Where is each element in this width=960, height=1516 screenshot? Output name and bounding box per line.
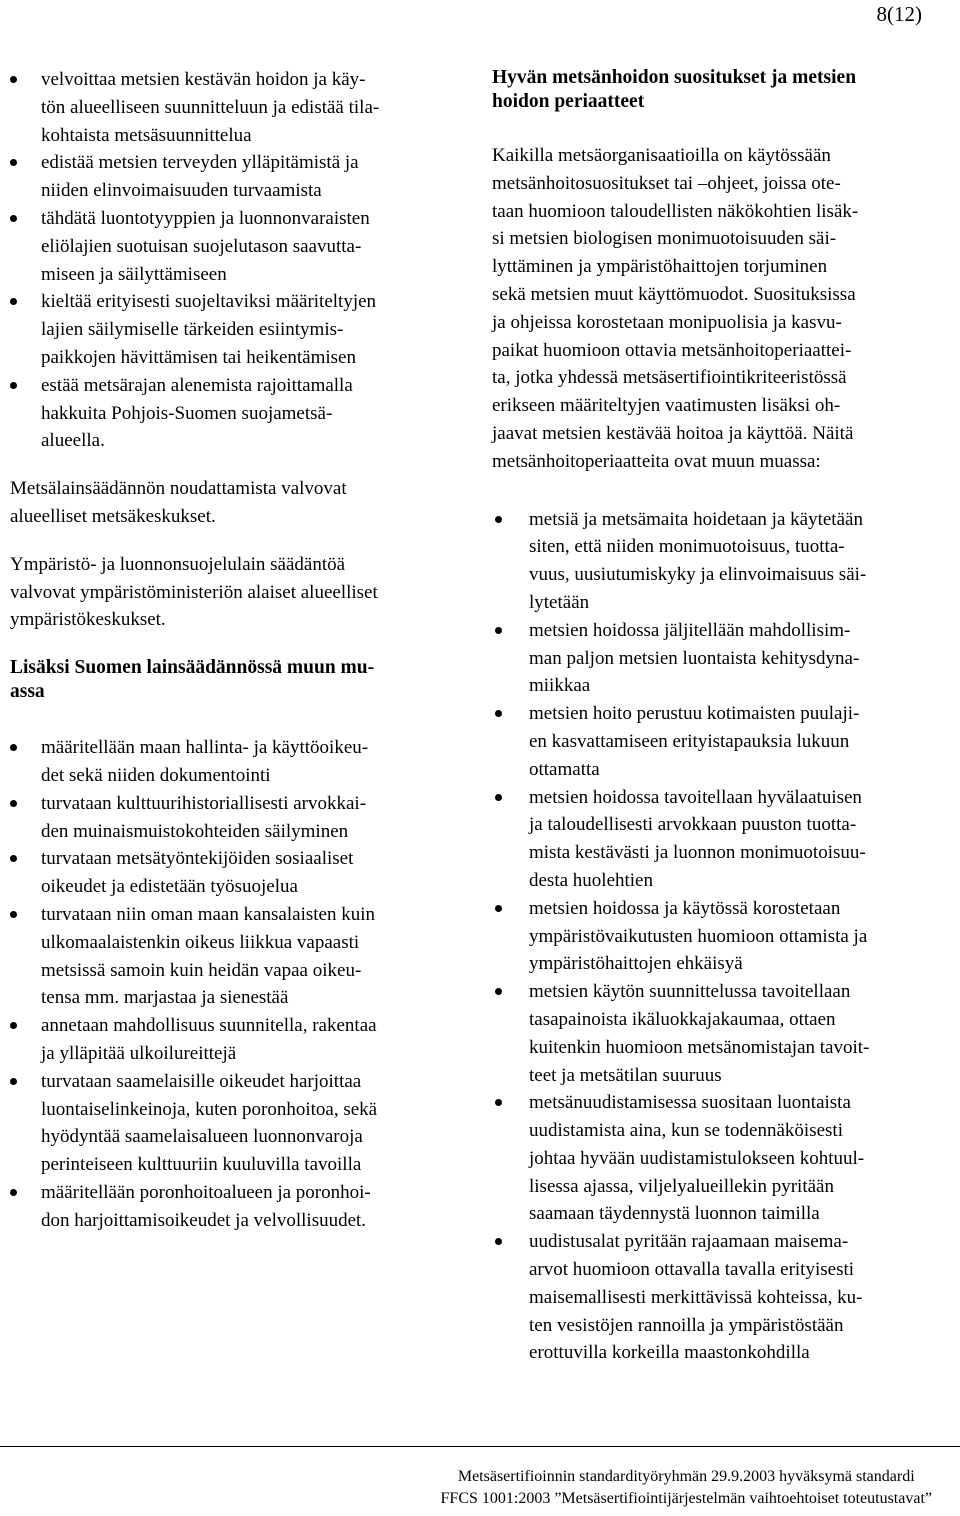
text-line: ympäristökeskukset. [10, 609, 166, 631]
text-line: turvataan kulttuurihistoriallisesti arvokkai- [41, 792, 367, 814]
text-line: paikkojen hävittämisen tai heikentämisen [41, 346, 356, 368]
text-line: tähdätä luontotyyppien ja luonnonvaraisten [41, 207, 370, 229]
bullet-icon [495, 1099, 502, 1106]
text-line: metsänhoitosuositukset tai –ohjeet, joissa ote- [492, 172, 841, 194]
text-line: don harjoittamisoikeudet ja velvollisuudet. [41, 1209, 367, 1231]
text-line: kieltää erityisesti suojeltaviksi määriteltyjen [41, 291, 377, 313]
bullet-icon [495, 905, 502, 912]
text-line: assa [10, 681, 45, 703]
text-line: alueelliset metsäkeskukset. [10, 505, 216, 527]
text-line: saamaan täydennystä luonnon taimilla [529, 1203, 820, 1225]
bullet-icon [10, 800, 17, 807]
list-item [10, 845, 472, 901]
list-item [10, 734, 472, 790]
text-line: teet ja metsätilan suuruus [529, 1064, 722, 1086]
text-line: metsien hoidossa jäljitellään mahdollisim- [529, 619, 851, 641]
text-line: lisessa ajassa, viljelyalueillekin pyritään [529, 1175, 834, 1197]
list-item [10, 66, 472, 149]
text-line: ta, jotka yhdessä metsäsertifiointikriteeristössä [492, 367, 847, 389]
text-line: lajien säilymiselle tärkeiden esiintymis- [41, 319, 344, 341]
text-line: arvot huomioon ottavalla tavalla erityisesti [529, 1259, 855, 1281]
text-line: jaavat metsien kestävää hoitoa ja käyttöä. Näitä [492, 422, 854, 444]
text-line: kohtaista metsäsuunnittelua [41, 124, 252, 146]
section-heading [492, 66, 960, 114]
text-line: ja ylläpitää ulkoilureittejä [41, 1042, 237, 1064]
list-item [10, 1012, 472, 1068]
text-line: miseen ja säilyttämiseen [41, 263, 227, 285]
text-line: Metsälainsäädännön noudattamista valvovat [10, 478, 347, 500]
text-line: metsien hoidossa ja käytössä korostetaan [529, 897, 841, 919]
text-line: ympäristöhaittojen ehkäisyä [529, 953, 743, 975]
text-line: eliölajien suotuisan suojelutason saavutta- [41, 235, 362, 257]
text-line: si metsien biologisen monimuotoisuuden säi- [492, 228, 837, 250]
list-item [492, 978, 960, 1089]
bullet-icon [10, 76, 17, 83]
text-line: Hyvän metsänhoidon suositukset ja metsien [492, 67, 857, 88]
text-line: mista kestävästi ja luonnon monimuotoisuu- [529, 842, 866, 864]
bullet-icon [495, 1238, 502, 1245]
text-line: perinteiseen kulttuuriin kuuluvilla tavoilla [41, 1154, 362, 1176]
text-line: Lisäksi Suomen lainsäädännössä muun mu- [10, 657, 375, 679]
text-line: miikkaa [529, 675, 591, 697]
bullet-icon [495, 988, 502, 995]
text-line: tensa mm. marjastaa ja sienestää [41, 987, 289, 1009]
bullet-icon [10, 855, 17, 862]
text-line: metsissä samoin kuin heidän vapaa oikeu- [41, 959, 362, 981]
bullet-icon [10, 744, 17, 751]
principles-list [492, 506, 960, 1368]
left-column [10, 66, 472, 1234]
bullet-icon [10, 159, 17, 166]
obligations-list [10, 66, 472, 455]
text-line: det sekä niiden dokumentointi [41, 764, 271, 786]
text-line: sekä metsien muut käyttömuodot. Suosituksissa [492, 283, 856, 305]
text-line: desta huolehtien [529, 869, 653, 891]
bullet-icon [10, 1022, 17, 1029]
bullet-icon [495, 516, 502, 523]
text-line: uudistamista aina, kun se todennäköisesti [529, 1120, 843, 1142]
text-line: metsiä ja metsämaita hoidetaan ja käytetään [529, 508, 863, 530]
footer-line: Metsäsertifioinnin standardityöryhmän 29.9.2003 hyväksymä standardi [457, 1468, 915, 1485]
text-line: hyödyntää saamelaisalueen luonnonvaroja [41, 1126, 363, 1148]
text-line: den muinaismuistokohteiden säilyminen [41, 820, 349, 842]
text-line: määritellään poronhoitoalueen ja poronhoi- [41, 1181, 371, 1203]
text-line: turvataan niin oman maan kansalaisten kuin [41, 903, 375, 925]
section-heading [10, 656, 472, 704]
text-line: alueella. [41, 430, 105, 452]
page-footer [441, 1466, 932, 1510]
page-number: 8(12) [876, 2, 922, 26]
list-item [492, 895, 960, 978]
bullet-icon [10, 1078, 17, 1085]
text-line: erikseen määriteltyjen vaatimusten lisäksi oh- [492, 395, 841, 417]
list-item [10, 790, 472, 846]
list-item [492, 1089, 960, 1228]
bullet-icon [10, 1189, 17, 1196]
bullet-icon [10, 911, 17, 918]
paragraph [10, 551, 472, 634]
list-item [10, 1179, 472, 1235]
text-line: turvataan metsätyöntekijöiden sosiaaliset [41, 848, 354, 870]
list-item [10, 149, 472, 205]
list-item [10, 1068, 472, 1179]
text-line: lyttäminen ja ympäristöhaittojen torjuminen [492, 256, 828, 278]
text-line: oikeudet ja edistetään työsuojelua [41, 876, 298, 898]
text-line: johtaa hyvään uudistamistulokseen kohtuul- [529, 1147, 865, 1169]
text-line: hakkuita Pohjois-Suomen suojametsä- [41, 402, 333, 424]
bullet-icon [10, 382, 17, 389]
text-line: erottuvilla korkeilla maastonkohdilla [529, 1342, 810, 1364]
text-line: niiden elinvoimaisuuden turvaamista [41, 180, 322, 202]
list-item [492, 700, 960, 783]
text-line: metsien hoito perustuu kotimaisten puulaji- [529, 703, 860, 725]
text-line: metsien käytön suunnittelussa tavoitellaan [529, 981, 851, 1003]
list-item [492, 1228, 960, 1367]
list-item [10, 901, 472, 1012]
right-column [492, 66, 960, 1367]
text-line: metsänuudistamisessa suositaan luontaista [529, 1092, 851, 1114]
text-line: siten, että niiden monimuotoisuus, tuotta- [529, 536, 845, 558]
legislation-list [10, 734, 472, 1234]
text-line: ja taloudellisesti arvokkaan puuston tuotta- [529, 814, 857, 836]
list-item [10, 205, 472, 288]
text-line: hoidon periaatteet [492, 91, 645, 112]
text-line: Kaikilla metsäorganisaatioilla on käytössään [492, 145, 831, 166]
text-line: tasapainoista ikäluokkajakaumaa, ottaen [529, 1008, 836, 1030]
text-line: taan huomioon taloudellisten näkökohtien lisäk- [492, 200, 859, 222]
bullet-icon [10, 215, 17, 222]
text-line: edistää metsien terveyden ylläpitämistä ja [41, 152, 359, 174]
footer-line: FFCS 1001:2003 ”Metsäsertifiointijärjestelmän vaihtoehtoiset toteutustavat” [440, 1490, 932, 1507]
text-line: tön alueelliseen suunnitteluun ja edistää tila- [41, 96, 380, 118]
text-line: ten vesistöjen rannoilla ja ympäristöstään [529, 1314, 844, 1336]
text-line: metsien hoidossa tavoitellaan hyvälaatuisen [529, 786, 862, 808]
text-line: Ympäristö- ja luonnonsuojelulain säädäntöä [10, 553, 346, 575]
list-item [492, 617, 960, 700]
text-line: uudistusalat pyritään rajaamaan maisema- [529, 1231, 849, 1253]
footer-divider [0, 1446, 960, 1447]
bullet-icon [495, 627, 502, 634]
text-line: kuitenkin huomioon metsänomistajan tavoit- [529, 1036, 870, 1058]
list-item [10, 288, 472, 371]
text-line: paikat huomioon ottavia metsänhoitoperiaattei- [492, 339, 852, 361]
text-line: turvataan saamelaisille oikeudet harjoittaa [41, 1070, 362, 1092]
text-line: valvovat ympäristöministeriön alaiset alueelliset [10, 581, 378, 603]
list-item [492, 506, 960, 617]
text-line: vuus, uusiutumiskyky ja elinvoimaisuus säi- [529, 564, 867, 586]
text-line: ottamatta [529, 758, 600, 780]
paragraph [10, 475, 472, 531]
bullet-icon [10, 298, 17, 305]
bullet-icon [495, 710, 502, 717]
text-line: en kasvattamiseen erityistapauksia lukuun [529, 730, 850, 752]
text-line: ja ohjeissa korostetaan monipuolisia ja kasvu- [492, 311, 842, 333]
text-line: ulkomaalaistenkin oikeus liikkua vapaasti [41, 931, 360, 953]
bullet-icon [495, 794, 502, 801]
list-item [10, 372, 472, 455]
text-line: maisemallisesti merkittävissä kohteissa, ku- [529, 1286, 863, 1308]
text-line: luontaiselinkeinoja, kuten poronhoitoa, sekä [41, 1098, 378, 1120]
text-line: määritellään maan hallinta- ja käyttöoikeu- [41, 737, 369, 759]
text-line: ympäristövaikutusten huomioon ottamista ja [529, 925, 868, 947]
text-line: velvoittaa metsien kestävän hoidon ja käy- [41, 69, 366, 90]
text-line: man paljon metsien luontaista kehitysdyna- [529, 647, 860, 669]
text-line: estää metsärajan alenemista rajoittamalla [41, 374, 353, 396]
text-line: annetaan mahdollisuus suunnitella, rakentaa [41, 1015, 377, 1037]
list-item [492, 784, 960, 895]
paragraph [492, 142, 960, 476]
text-line: metsänhoitoperiaatteita ovat muun muassa: [492, 450, 821, 472]
text-line: lytetään [529, 591, 590, 613]
